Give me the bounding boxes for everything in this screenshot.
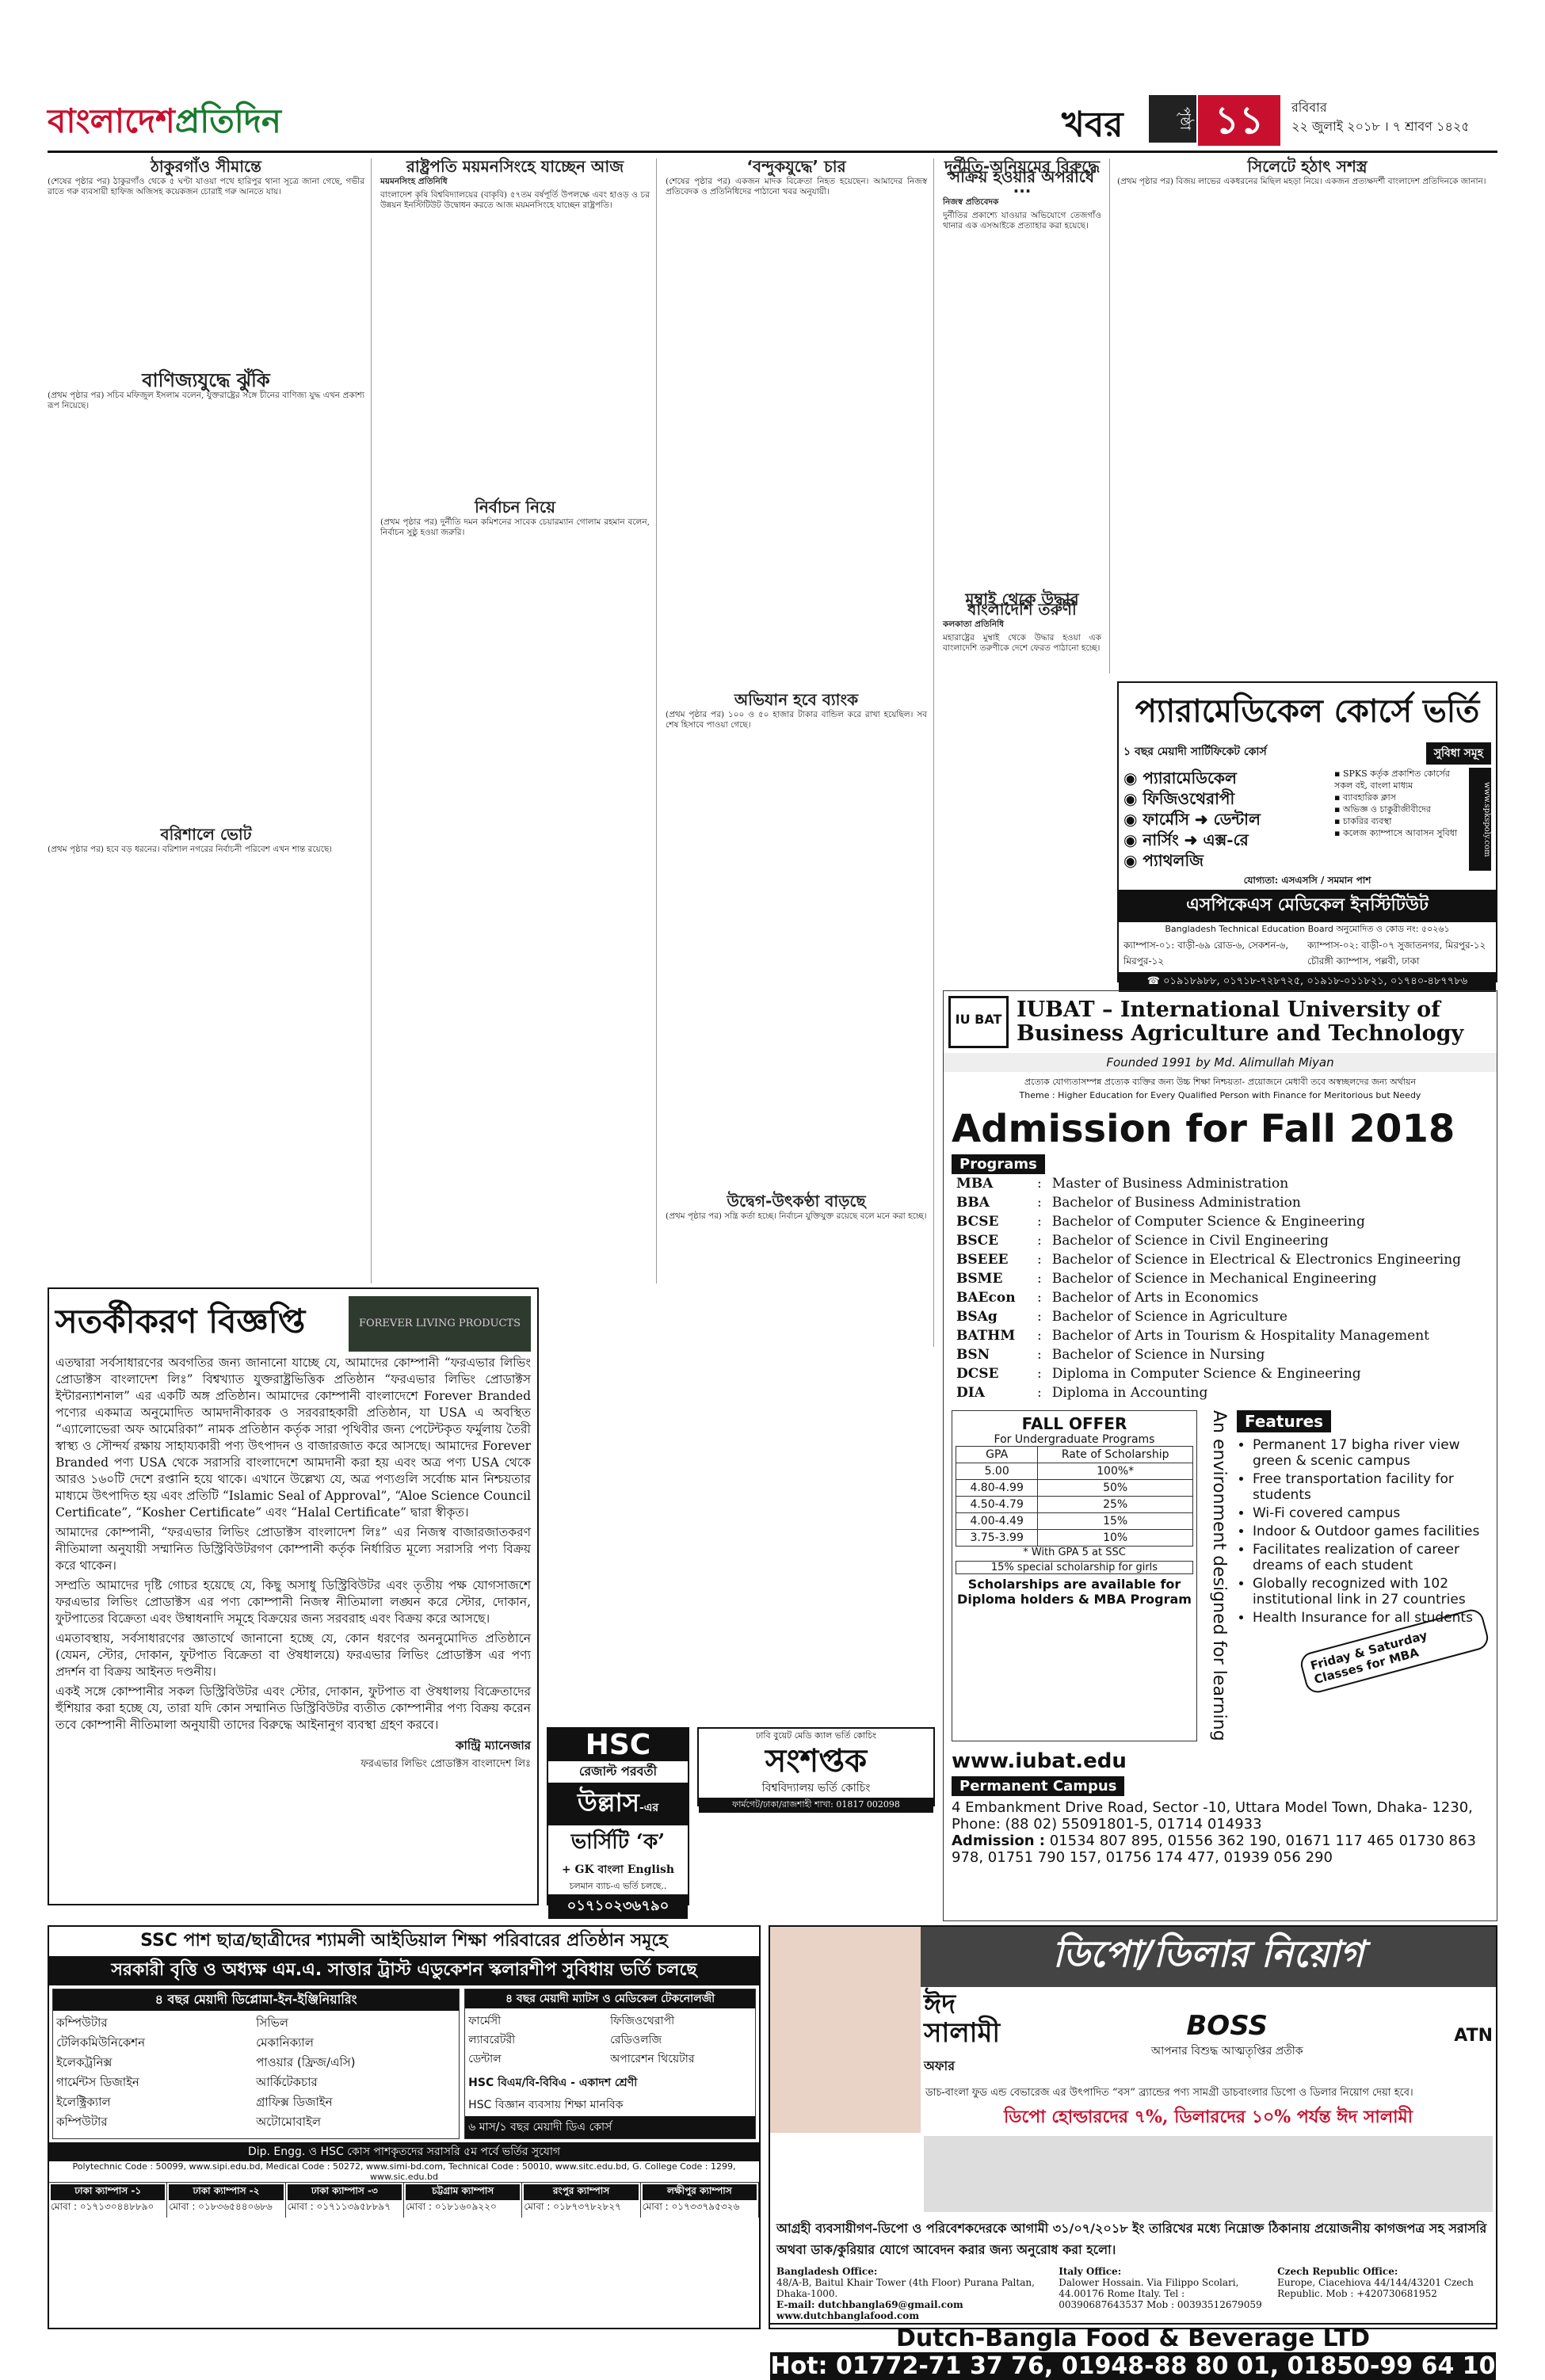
- program-row: [952, 1383, 1489, 1402]
- dutch-website[interactable]: www.dutchbanglafood.com: [776, 2310, 920, 2321]
- program-code: BSME: [956, 1271, 1003, 1287]
- byline: নিজস্ব প্রতিবেদক: [943, 197, 999, 207]
- feature-item: • Globally recognized with 102 institutional link in 27 countries: [1253, 1576, 1489, 1608]
- gpa-note: * With GPA 5 at SSC: [1023, 1547, 1126, 1558]
- column-3: [666, 158, 927, 1743]
- campus-cell: [522, 2183, 640, 2218]
- program-code: BSAg: [956, 1309, 998, 1325]
- notice-title: সতর্কীকরণ বিজ্ঞপ্তি: [55, 1302, 306, 1341]
- salami-label: সালামী: [924, 2017, 1001, 2049]
- program-code: BCSE: [956, 1214, 999, 1230]
- atn-logo: ATN: [1454, 2025, 1493, 2046]
- hsc-phone[interactable]: ০১৭১০২৩৬৭৯০: [548, 1894, 688, 1919]
- headline[interactable]: মুম্বাই থেকে উদ্ধার বাংলাদেশি তরুণী: [965, 589, 1079, 619]
- benefit-label: SPKS কর্তৃক প্রকাশিত কোর্সের সকল বই, বাংলা মাধ্যম: [1334, 769, 1450, 791]
- column-divider: [656, 158, 657, 1283]
- paramedical-phones: ☎ ০১৯১৮৯৮৮, ০১৭১৮-৭২৮৭২৫, ০১৯১৮-০১১৮২১, ০১৭৪০-৪৮৭৭৮৬: [1119, 972, 1496, 992]
- campus-name: ঢাকা ক্যাম্পাস -৩: [288, 2184, 402, 2200]
- article-body-space: [48, 214, 364, 372]
- medical-item: ল্যাবরেটরী: [468, 2034, 516, 2046]
- gpa-row: [956, 1530, 1193, 1547]
- diploma-item: ইলেক্ট্রিক্যাল: [56, 2095, 111, 2109]
- paramedical-campuses: [1119, 937, 1496, 972]
- hsc-ad[interactable]: [547, 1727, 689, 1914]
- column-1: [48, 158, 364, 1363]
- article-lead: বাংলাদেশ কৃষি বিশ্ববিদ্যালয়ের (বাকৃবি) ৫৭তম বর্ষপূর্তি উপলক্ষে এবং হাওড় ও চর উন্নয়ন ইনস্টিটিউট উদ্বোধন করতে আজ ময়মনসিংহে যাচ্ছেন রাষ্ট্রপতি।: [380, 190, 650, 210]
- program-row: [952, 1326, 1489, 1345]
- girl-photo: [770, 1927, 921, 2133]
- article-body: [48, 200, 364, 211]
- ssc-headline-1: SSC পাশ ছাত্র/ছাত্রীদের শ্যামলী আইডিয়াল শিক্ষা পরিবারের প্রতিষ্ঠান সমূহে: [140, 1931, 668, 1951]
- program-row: [952, 1193, 1489, 1212]
- songshoptok-tag: ঢাবি বুয়েট মেডি ক্যাল ভর্তি কোচিং: [755, 1730, 877, 1741]
- program-row: [952, 1250, 1489, 1269]
- newspaper-logo[interactable]: [48, 95, 281, 151]
- paramedical-institute: এসপিকেএস মেডিকেল ইনস্টিটিউট: [1119, 890, 1496, 922]
- gpa-range: 3.75-3.99: [956, 1530, 1038, 1547]
- songshoptok-sub: বিশ্ববিদ্যালয় ভর্তি কোচিং: [761, 1782, 871, 1795]
- admission-phones-label: Admission :: [952, 1832, 1045, 1849]
- boss-brand: [1000, 2010, 1454, 2061]
- gpa-range: 5.00: [956, 1463, 1038, 1480]
- article-lead: (প্রথম পৃষ্ঠার পর) দুর্নীতি দমন কমিশনের সাবেক চেয়ারম্যান গোলাম রহমান বলেন, নির্বাচন সুষ্ঠু হওয়া জরুরি।: [380, 517, 650, 537]
- features-box: [1237, 1410, 1489, 1741]
- course-item: ◉ প্যাথলজি: [1123, 851, 1204, 870]
- medical-item: ফিজিওথেরাপী: [610, 2015, 675, 2027]
- program-colon: :: [1037, 1290, 1042, 1306]
- article-lead: (প্রথম পৃষ্ঠার পর) সন্ত্রি কর্তা হচ্ছে। নির্বাচন যুক্তিযুক্ত রয়েছে বলে মনে করা হচ্ছে।: [666, 1211, 927, 1221]
- eid-salami: [924, 1990, 1000, 2081]
- campus-title: Permanent Campus: [952, 1776, 1124, 1796]
- medical-item: অপারেশন থিয়েটার: [610, 2053, 695, 2065]
- article-body-space: [666, 734, 927, 1193]
- program-name: Diploma in Accounting: [1051, 1385, 1208, 1401]
- ssc-admission-ad[interactable]: [48, 1925, 761, 2329]
- campus-name: লক্ষীপুর ক্যাম্পাস: [643, 2184, 757, 2200]
- benefit-item: ▪ অভিজ্ঞ ও চাকুরীজীবীদের: [1334, 804, 1431, 814]
- column-divider: [371, 158, 372, 1283]
- hsc-result: রেজাল্ট পরবর্তী: [578, 1764, 658, 1779]
- program-name: Bachelor of Arts in Tourism & Hospitality Management: [1051, 1328, 1430, 1344]
- course-item: ◉ ফিজিওথেরাপী: [1123, 789, 1235, 808]
- feature-item: • Free transportation facility for students: [1253, 1471, 1489, 1503]
- paramedical-ad[interactable]: [1117, 681, 1497, 987]
- benefit-item: ▪ SPKS কর্তৃক প্রকাশিত কোর্সের সকল বই, বাংলা মাধ্যম: [1334, 769, 1450, 791]
- czech-office-address: Europe, Ciacehiova 44/144/43201 Czech Republic. Mob : +420730681952: [1277, 2277, 1474, 2299]
- product-lineup: [924, 2136, 1493, 2212]
- iubat-campus: [944, 1773, 1497, 1869]
- dutch-top: [770, 1927, 1496, 2215]
- bd-office: [776, 2266, 1052, 2321]
- column-divider: [1109, 158, 1110, 673]
- bd-office-address: 48/A-B, Baitul Khair Tower (4th Floor) Purana Paltan, Dhaka-1000.: [776, 2277, 1035, 2299]
- campus-cell: [641, 2183, 759, 2218]
- boss-logo: BOSS: [1186, 2010, 1268, 2042]
- course-item: ◉ ফার্মেসি ➜ ডেন্টাল: [1123, 810, 1261, 829]
- gpa-row: [956, 1513, 1193, 1530]
- campus-1: ক্যাম্পাস-০১: বাড়ী-৬৯ রোড-৬, সেকশন-৬, মিরপুর-১২: [1123, 940, 1289, 967]
- diploma-item: কম্পিউটার: [56, 2115, 108, 2129]
- ssc-codes: Polytechnic Code : 50099, www.sipi.edu.bd, Medical Code : 50272, www.simi-bd.com, Technical Code : 50010, www.sitc.edu.bd, G. College Code : 1299, www.sic.edu.bd: [49, 2161, 759, 2183]
- iubat-admission: Admission for Fall 2018: [952, 1107, 1455, 1151]
- notice-signatory-org: ফরএভার লিভিং প্রোডাক্টস বাংলাদেশ লিঃ: [360, 1758, 531, 1770]
- iubat-lower: [944, 1402, 1497, 1749]
- paramedical-duration: ১ বছর মেয়াদী সার্টিফিকেট কোর্স: [1123, 746, 1267, 758]
- masthead-rule: [48, 151, 1497, 153]
- gpa-table: [956, 1446, 1193, 1547]
- program-name: Master of Business Administration: [1051, 1176, 1289, 1192]
- course-label: ফার্মেসি ➜ ডেন্টাল: [1143, 810, 1261, 829]
- czech-office: [1277, 2266, 1490, 2321]
- admission-phones: 01534 807 895, 01556 362 190, 01671 117 465 01730 863 978, 01751 790 157, 01756 174 477, 01939 056 290: [952, 1832, 1476, 1866]
- warning-notice-ad[interactable]: [48, 1287, 539, 1905]
- paramedical-side-strip: www.spkspoly.com: [1469, 768, 1491, 871]
- course-label: প্যারামেডিকেল: [1143, 769, 1237, 788]
- program-code: MBA: [956, 1176, 994, 1192]
- dateline: [1291, 98, 1470, 136]
- program-name: Bachelor of Computer Science & Engineering: [1051, 1214, 1365, 1230]
- campus-phone[interactable]: মোবা : ০১৮৩৬৫৪৪০৬৮৬: [169, 2201, 273, 2212]
- notice-paragraph: আমাদের কোম্পানী, “ফরএভার লিভিং প্রোডাক্টস বাংলাদেশ লিঃ” এর নিজস্ব বাজারজাতকরণ নীতিমালা অনুযায়ী সম্মানিত ডিস্ট্রিবিউটরগণ কোম্পানী কর্তৃক নির্ধারিত মূল্যে সরাসরি পণ্য বিক্রয় করে থাকেন।: [55, 1525, 531, 1573]
- benefit-item: ▪ কলেজ ক্যাম্পাসে আবাসন সুবিধা: [1334, 828, 1458, 838]
- headline[interactable]: ঠাকুরগাঁও সীমান্তে: [151, 157, 261, 176]
- diploma-note: Scholarships are available for Diploma holders & MBA Program: [957, 1577, 1192, 1607]
- hsc-title: HSC: [548, 1729, 688, 1761]
- article-lead: (প্রথম পৃষ্ঠার পর) সচিব মফিজুল ইসলাম বলেন, যুক্তরাষ্ট্রের সঙ্গে চীনের বাণিজ্য যুদ্ধ এখন প্রকাশ্য রূপ নিয়েছে।: [48, 391, 364, 410]
- notice-paragraph: এতদ্বারা সর্বসাধারণের অবগতির জন্য জানানো যাচ্ছে যে, আমাদের কোম্পানী “ফরএভার লিভিং প্রোডাক্টস বাংলাদেশ লিঃ” বিশ্বখ্যাত যুক্তরাষ্ট্রভিত্তিক প্রতিষ্ঠান “ফরএভার লিভিং প্রোডাক্টস ইন্টারন্যাশনাল” এর একটি অঙ্গ প্রতিষ্ঠান। আমাদের কোম্পানী বাংলাদেশে Forever Branded পণ্যের একমাত্র অনুমোদিত আমদানীকারক ও সরবরাহকারী প্রতিষ্ঠান, যা USA এ অবস্থিত “এ্যালোভেরা অফ আমেরিকা” নামক প্রতিষ্ঠান কর্তৃক সারা পৃথিবীর জন্য পেটেন্টকৃত ফর্মুলায় তৈরী স্বাস্থ্য ও সৌন্দর্য রক্ষায় সাহায্যকারী পণ্য উৎপাদন ও বাজারজাত করে আসছে। আমাদের Forever Branded পণ্য USA থেকে সরাসরি বাংলাদেশে আমদানী করা হয় এবং অত্র পণ্য USA থেকে আরও ১৬০টি দেশে রপ্তানি হয়ে থাকে। এখানে উল্লেখ্য যে, অত্র পণ্যগুলি সর্বোচ্চ মান নিশ্চয়তার মাধ্যমে উৎপাদিত হয় এবং প্রতিটি “Islamic Seal of Approval”, “Aloe Science Council Certificate”, “Kosher Certificate” এবং “Halal Certificate” দ্বারা স্বীকৃত।: [55, 1356, 531, 1520]
- section-title: খবর: [1062, 105, 1123, 145]
- campus-cell: [404, 2183, 522, 2218]
- campus-phone[interactable]: মোবা : ০১৮৭৩৭৮২৮২৭: [524, 2201, 621, 2212]
- medical-title: ৪ বছর মেয়াদী ম্যাটস ও মেডিকেল টেকনোলজী: [465, 1989, 755, 2008]
- scholarship-rate: 10%: [1038, 1530, 1193, 1547]
- gpa-row: [956, 1480, 1193, 1497]
- paramedical-benefits-title: সুবিধা সমূহ: [1426, 742, 1491, 765]
- features-title: Features: [1237, 1410, 1331, 1432]
- course-label: ফিজিওথেরাপী: [1143, 789, 1235, 808]
- medical-item: রেডিওলজি: [610, 2034, 662, 2046]
- program-row: [952, 1288, 1489, 1307]
- paramedical-eligibility: যোগ্যতা: এসএসসি / সমমান পাশ: [1243, 875, 1371, 886]
- diploma-item: পাওয়ার (ফ্রিজ/এসি): [256, 2055, 356, 2069]
- column-divider: [933, 158, 934, 1347]
- program-colon: :: [1037, 1309, 1042, 1325]
- program-code: DIA: [956, 1385, 985, 1401]
- hsc-ullas: উল্লাস: [577, 1787, 639, 1817]
- iubat-ad[interactable]: [943, 990, 1497, 1921]
- diploma-item: অটোমোবাইল: [256, 2115, 322, 2129]
- programs-table: [952, 1174, 1489, 1402]
- column-2: [380, 158, 650, 1283]
- program-code: BBA: [956, 1195, 990, 1211]
- dutch-depo-offer: ডিপো হোল্ডারদের ৭%, ডিলারদের ১০% পর্যন্ত ঈদ সালামী: [1003, 2107, 1413, 2127]
- gpa-row: [956, 1497, 1193, 1513]
- paramedical-body: [1119, 765, 1496, 874]
- diploma-item: টেলিকমিউনিকেশন: [56, 2035, 146, 2050]
- program-row: [952, 1231, 1489, 1250]
- program-row: [952, 1174, 1489, 1193]
- songshoptok-ad[interactable]: [697, 1727, 935, 1810]
- scholarship-rate: 50%: [1038, 1480, 1193, 1497]
- italy-office: [1059, 2266, 1271, 2321]
- campus-phone[interactable]: মোবা : ০১৭১১৩৯৫৮৮৯৭: [287, 2201, 391, 2212]
- program-code: BSN: [956, 1347, 990, 1363]
- article-lead: (শেষের পৃষ্ঠার পর) একজন মাদক বিক্রেতা নিহত হয়েছেন। আমাদের নিজস্ব প্রতিবেদক ও প্রতিনিধিদের পাঠানো খবর অনুযায়ী।: [666, 177, 927, 196]
- notice-signatory: কান্ট্রি ম্যানেজার: [456, 1738, 531, 1753]
- notice-paragraph: এমতাবস্থায়, সর্বসাধারণের জ্ঞাতার্থে জানানো হচ্ছে যে, কোন ধরণের অননুমোদিত প্রতিষ্ঠানে (যেমন, স্টোর, দোকান, ফুটপাত বিক্রেতা বা ঔষধালয়ে) ফরএভার লিভিং প্রোডাক্টস এর পণ্য প্রদর্শন বা বিক্রয় আইনত দণ্ডনীয়।: [55, 1631, 531, 1679]
- headline[interactable]: অভিযান হবে ব্যাংক: [734, 690, 859, 709]
- italy-office-address: Dalower Hossain. Via Filippo Scolari, 44.00176 Rome Italy. Tel : 00390687643537 Mob : 00393512679059: [1059, 2277, 1262, 2310]
- iubat-website[interactable]: www.iubat.edu: [952, 1749, 1127, 1773]
- campus-2: ক্যাম্পাস-০২: বাড়ী-০৭ সুজাতনগর, মিরপুর-১২ চৌরঙ্গী ক্যাম্পাস, পল্লবী, ঢাকা: [1307, 940, 1486, 967]
- medical-list: [465, 2008, 755, 2072]
- program-colon: :: [1037, 1252, 1042, 1268]
- program-name: Bachelor of Business Administration: [1051, 1195, 1301, 1211]
- notice-body: [55, 1355, 531, 1734]
- czech-office-title: Czech Republic Office:: [1277, 2266, 1398, 2277]
- campus-phone[interactable]: মোবা : ০১৭৩৩৭৯৫৩২৬: [642, 2201, 740, 2212]
- headline[interactable]: বরিশালে ভোট: [160, 825, 252, 844]
- ssc-hsc-line: HSC বিএম/বি-বিবিএ - একাদশ শ্রেণী: [468, 2077, 638, 2089]
- benefit-item: ▪ ব্যাবহারিক ক্লাস: [1334, 792, 1397, 803]
- gpa-range: 4.50-4.79: [956, 1497, 1038, 1513]
- program-colon: :: [1037, 1195, 1042, 1211]
- article-lead: (প্রথম পৃষ্ঠার পর) ১০০ ও ৫০ হাজার টাকার বান্ডিল করে রাখা হয়েছিল। সব শেষ হিসাবে পাওয়া গেছে।: [666, 710, 927, 730]
- paramedical-board: Bangladesh Technical Education Board অনুমোদিত ও কোড নং: ৫০২৬১: [1165, 924, 1450, 934]
- scholarship-rate: 100%*: [1038, 1463, 1193, 1480]
- program-row: [952, 1212, 1489, 1231]
- column-4: [943, 158, 1101, 951]
- paramedical-benefit-list: [1334, 768, 1469, 871]
- dutch-company: Dutch-Bangla Food & Beverage LTD: [770, 2323, 1496, 2352]
- rate-header: Rate of Scholarship: [1038, 1447, 1193, 1463]
- diploma-item: আর্কিটেকচার: [256, 2075, 318, 2089]
- campus-address: 4 Embankment Drive Road, Sector -10, Uttara Model Town, Dhaka- 1230, Phone: (88 02) 55091801-5, 01714 014933: [952, 1798, 1473, 1833]
- program-colon: :: [1037, 1385, 1042, 1401]
- masthead: [48, 95, 1497, 151]
- diploma-item: ইলেকট্রনিক্স: [56, 2055, 113, 2069]
- medical-item: ফার্মেসী: [468, 2015, 502, 2027]
- dutch-bangla-ad[interactable]: [769, 1925, 1497, 2380]
- ssc-kg-line: ৬ মাস/১ বছর মেয়াদী ডিএ কোর্স: [465, 2116, 755, 2138]
- benefit-label: কলেজ ক্যাম্পাসে আবাসন সুবিধা: [1342, 828, 1458, 838]
- program-row: [952, 1307, 1489, 1326]
- headline[interactable]: নির্বাচন নিয়ে: [475, 498, 555, 517]
- campus-phone[interactable]: মোবা : ০১৭১৩০৪৪৮৮৯০: [51, 2201, 154, 2212]
- program-name: Bachelor of Science in Agriculture: [1051, 1309, 1288, 1325]
- friday-badge: Friday & Saturday Classes for MBA: [1298, 1607, 1490, 1695]
- program-name: Bachelor of Science in Civil Engineering: [1051, 1233, 1329, 1249]
- fall-offer-title: FALL OFFER: [1021, 1414, 1127, 1433]
- gpa-header: GPA: [956, 1447, 1038, 1463]
- feature-item: • Wi-Fi covered campus: [1253, 1505, 1489, 1521]
- headline[interactable]: দুর্নীতি-অনিয়মের বিরুদ্ধে সক্রিয় হওয়ার অপরাধে ...: [944, 157, 1100, 196]
- ssc-headline-2: সরকারী বৃত্তি ও অধ্যক্ষ এম.এ. সাত্তার ট্রাস্ট এডুকেশন স্কলারশীপ সুবিধায় ভর্তি চলছে: [49, 1956, 759, 1985]
- course-label: নার্সিং ➜ এক্স-রে: [1143, 830, 1249, 849]
- headline[interactable]: উদ্বেগ-উৎকণ্ঠা বাড়ছে: [727, 1192, 866, 1211]
- hsc-er: -এর: [639, 1802, 659, 1814]
- byline: ময়মনসিংহ প্রতিনিধি: [380, 177, 448, 186]
- diploma-box: [52, 1989, 460, 2139]
- article-body-space: [380, 214, 650, 499]
- medical-item: ডেন্টাল: [468, 2053, 502, 2065]
- article-lead: দুর্নীতির প্রকাশ্যে যাওয়ার অভিযোগে তেজগাঁও থানার এক এসআইকে প্রত্যাহার করা হয়েছে।: [943, 211, 1101, 231]
- hsc-varsity: ভার্সিটি ‘ক’: [570, 1830, 666, 1854]
- gpa-row: [956, 1463, 1193, 1480]
- feature-item: • Facilitates realization of career dreams of each student: [1253, 1542, 1489, 1573]
- ssc-campus-grid: [49, 2183, 759, 2218]
- day-label: রবিবার: [1291, 100, 1327, 115]
- hsc-gk: + GK বাংলা English: [561, 1863, 675, 1876]
- fall-offer-subtitle: For Undergraduate Programs: [994, 1433, 1155, 1446]
- dutch-brand-row: [921, 1987, 1496, 2084]
- iubat-name: IUBAT – International University of Business Agriculture and Technology: [1017, 997, 1464, 1046]
- offer-label: অফার: [924, 2058, 955, 2073]
- scholarship-rate: 15%: [1038, 1513, 1193, 1530]
- benefit-label: অভিজ্ঞ ও চাকুরীজীবীদের: [1342, 804, 1431, 814]
- dutch-email[interactable]: E-mail: dutchbangla69@gmail.com: [776, 2299, 963, 2310]
- iubat-theme-bn: প্রত্যেক যোগ্যতাসম্পন্ন প্রত্যেক ব্যক্তির জন্য উচ্চ শিক্ষা নিশ্চয়তা- প্রয়োজনে মেধাবী তবে অস্বচ্ছলদের জন্য অর্থায়ন: [1024, 1077, 1417, 1087]
- headline[interactable]: বাণিজ্যযুদ্ধে ঝুঁকি: [142, 369, 270, 391]
- dutch-offices: [770, 2264, 1496, 2323]
- iubat-founded: Founded 1991 by Md. Alimullah Miyan: [944, 1053, 1497, 1072]
- eid-label: ঈদ: [924, 1989, 956, 2020]
- program-code: BAEcon: [956, 1290, 1016, 1306]
- iubat-header: [944, 991, 1497, 1053]
- page-label: পৃষ্ঠা: [1149, 95, 1196, 143]
- diploma-list: [53, 2011, 459, 2136]
- gpa-range: 4.00-4.49: [956, 1513, 1038, 1530]
- program-code: DCSE: [956, 1366, 999, 1382]
- feature-item: • Indoor & Outdoor games facilities: [1253, 1524, 1489, 1539]
- dutch-top-right: [921, 1927, 1496, 2215]
- program-name: Bachelor of Science in Mechanical Engineering: [1051, 1271, 1377, 1287]
- diploma-item: গ্রাফিক্স ডিজাইন: [256, 2095, 333, 2109]
- hsc-batch: চলমান ব্যাচ-এ ভর্তি চলছে..: [569, 1881, 667, 1891]
- diploma-item: মেকানিক্যাল: [256, 2035, 314, 2050]
- campus-cell: [49, 2183, 167, 2218]
- program-colon: :: [1037, 1328, 1042, 1344]
- headline[interactable]: ‘বন্দুকযুদ্ধে’ চার: [746, 157, 846, 176]
- article-lead: (প্রথম পৃষ্ঠার পর) বিজয় লাভের একধরনের মিছিল মহড়া নিয়ে। একজন প্রত্যক্ষদর্শী বাংলাদেশ প্রতিদিনকে জানান।: [1117, 177, 1486, 186]
- campus-name: রংপুর ক্যাম্পাস: [524, 2184, 638, 2200]
- program-code: BATHM: [956, 1328, 1016, 1344]
- program-colon: :: [1037, 1233, 1042, 1249]
- benefit-item: ▪ চাকরির ব্যবস্থা: [1334, 816, 1392, 826]
- benefit-label: ব্যাবহারিক ক্লাস: [1342, 792, 1397, 803]
- headline[interactable]: সিলেটে হঠাৎ সশস্ত্র: [1247, 157, 1368, 176]
- programs-title: Programs: [952, 1154, 1045, 1174]
- features-list: [1237, 1437, 1489, 1626]
- campus-name: চট্টগ্রাম ক্যাম্পাস: [406, 2184, 520, 2200]
- program-name: Diploma in Computer Science & Engineering: [1051, 1366, 1361, 1382]
- diploma-item: সিভিল: [256, 2016, 288, 2030]
- program-name: Bachelor of Science in Nursing: [1051, 1347, 1265, 1363]
- italy-office-title: Italy Office:: [1059, 2266, 1122, 2277]
- notice-paragraph: একই সঙ্গে কোম্পানীর সকল ডিস্ট্রিবিউটর এবং স্টোর, দোকান, ফুটপাত বা ঔষধালয় বিক্রেতাদের হুঁশিয়ার করা হচ্ছে যে, তারা যদি কোন সম্মানিত ডিস্ট্রিবিউটর ব্যতীত কোম্পানীর পণ্য বিক্রয় করেন তবে কোম্পানী নীতিমালা অনুযায়ী তাদের বিরুদ্ধে আইনানুগ ব্যবস্থা গ্রহণ করবে।: [55, 1684, 531, 1732]
- notice-paragraph: সম্প্রতি আমাদের দৃষ্টি গোচর হয়েছে যে, কিছু অসাধু ডিস্ট্রিবিউটর এবং তৃতীয় পক্ষ যোগসাজশে ফরএভার লিভিং প্রোডাক্টস এর পণ্য কোম্পানী নিজস্ব নীতিমালা লঙ্ঘন করে স্টোর, দোকান, ফুটপাতের বিক্রেতা এবং উম্বাধনাদি সমূহে বিক্রয়ের জন্য সরবরাহ এবং বিক্রয় করে আসছে।: [55, 1578, 531, 1626]
- column-5: [1117, 158, 1497, 673]
- ssc-bottom-line: Dip. Engg. ও HSC কোস পাশকৃতদের সরাসরি ৫ম পর্বে ভর্তির সুযোগ: [49, 2142, 759, 2161]
- program-colon: :: [1037, 1176, 1042, 1192]
- program-row: [952, 1269, 1489, 1288]
- program-colon: :: [1037, 1271, 1042, 1287]
- course-item: ◉ প্যারামেডিকেল: [1123, 769, 1237, 788]
- ssc-hsc-line-2: HSC বিজ্ঞান ব্যবসায় শিক্ষা মানবিক: [468, 2099, 624, 2111]
- campus-name: ঢাকা ক্যাম্পাস -২: [169, 2184, 283, 2200]
- program-colon: :: [1037, 1366, 1042, 1382]
- iubat-programs: [944, 1154, 1497, 1402]
- course-label: প্যাথলজি: [1143, 851, 1204, 870]
- scholarship-rate: 25%: [1038, 1497, 1193, 1513]
- article-lead: (শেষের পৃষ্ঠার পর) ঠাকুরগাঁও থেকে ৫ ঘণ্টা যাওয়া পথে হারিপুর থানা সূত্রে জানা গেছে, গভীর রাতে গরু ব্যবসায়ী হাফিজ অজিসহ কয়েকজন চোরাই গরু আনতে যায়।: [48, 177, 364, 196]
- program-name: Bachelor of Arts in Economics: [1051, 1290, 1259, 1306]
- fall-offer-box: [952, 1410, 1197, 1741]
- paramedical-course-list: [1123, 768, 1334, 871]
- diploma-item: গার্মেন্টস ডিজাইন: [56, 2075, 139, 2089]
- diploma-item: কম্পিউটার: [56, 2016, 108, 2030]
- article-lead: মহারাষ্ট্রের মুম্বাই থেকে উদ্ধার হওয়া এক বাংলাদেশি তরুণীকে দেশে ফেরত পাঠানো হচ্ছে।: [943, 633, 1101, 653]
- boss-tagline: আপনার বিশুদ্ধ আত্মতৃপ্তির প্রতীক: [1150, 2045, 1303, 2058]
- campus-cell: [167, 2183, 285, 2218]
- page-number: ১১: [1198, 95, 1280, 146]
- iubat-logo: IU BAT: [948, 996, 1009, 1048]
- dutch-headline: ডিপো/ডিলার নিয়োগ: [921, 1927, 1496, 1987]
- benefit-label: চাকরির ব্যবস্থা: [1342, 816, 1392, 826]
- article-body-space: [666, 200, 927, 692]
- headline[interactable]: রাষ্ট্রপতি ময়মনসিংহে যাচ্ছেন আজ: [406, 157, 624, 176]
- feature-item: • Health Insurance for all students: [1253, 1610, 1489, 1626]
- forever-living-photo: FOREVER LIVING PRODUCTS: [349, 1296, 531, 1352]
- logo-main-text: বাংলাদেশ: [48, 101, 175, 140]
- iubat-vertical-tagline: An environment designed for learning: [1209, 1410, 1229, 1741]
- date-label: ২২ জুলাই ২০১৮ । ৭ শ্রাবণ ১৪২৫: [1291, 119, 1470, 134]
- course-item: ◉ নার্সিং ➜ এক্স-রে: [1123, 830, 1249, 849]
- program-code: BSCE: [956, 1233, 999, 1249]
- paramedical-title: প্যারামেডিকেল কোর্সে ভর্তি: [1119, 683, 1496, 742]
- paramedical-subhead: [1119, 742, 1496, 765]
- byline: কলকাতা প্রতিনিধি: [943, 620, 1005, 629]
- logo-sub-text: প্রতিদিন: [174, 101, 281, 140]
- dutch-hotline[interactable]: Hot: 01772-71 37 76, 01948-88 80 01, 01850-99 64 10: [770, 2352, 1496, 2380]
- campus-phone[interactable]: মোবা : ০১৮১৬০৯২২০: [405, 2201, 497, 2212]
- diploma-title: ৪ বছর মেয়াদী ডিপ্লোমা-ইন-ইঞ্জিনিয়ারিং: [53, 1989, 459, 2011]
- songshoptok-name: সংশপ্তক: [765, 1742, 868, 1779]
- program-row: [952, 1345, 1489, 1364]
- article-body-space: [48, 414, 364, 826]
- campus-cell: [286, 2183, 404, 2218]
- campus-name: ঢাকা ক্যাম্পাস -১: [51, 2184, 165, 2200]
- program-name: Bachelor of Science in Electrical & Electronics Engineering: [1051, 1252, 1462, 1268]
- article-lead: (প্রথম পৃষ্ঠার পর) হবে বড় ধরনের। বরিশাল নগরের নির্বাচনী পরিবেশ এখন শান্ত রয়েছে।: [48, 845, 333, 854]
- bd-office-title: Bangladesh Office:: [776, 2266, 878, 2277]
- program-code: BSEEE: [956, 1252, 1009, 1268]
- songshoptok-branch: ফার্মগেট/ঢাকা/রাজশাহী শাখা: 01817 002098: [699, 1798, 933, 1813]
- feature-item: • Permanent 17 bigha river view green & scenic campus: [1253, 1437, 1489, 1469]
- ssc-body: [49, 1985, 759, 2142]
- iubat-theme-en: Theme : Higher Education for Every Qualified Person with Finance for Meritorious but Needy: [1019, 1090, 1421, 1100]
- program-row: [952, 1364, 1489, 1383]
- program-colon: :: [1037, 1347, 1042, 1363]
- dutch-apply: আগ্রহী ব্যবসায়ীগণ-ডিপো ও পরিবেশকদেরকে আগামী ৩১/০৭/২০১৮ ইং তারিখের মধ্যে নিম্নোক্ত ঠিকানায় প্রয়োজনীয় কাগজপত্র সহ সরাসরি অথবা ডাক/কুরিয়ার যোগে আবেদন করার জন্য অনুরোধ করা হলো।: [776, 2221, 1487, 2257]
- medical-box: [464, 1989, 756, 2139]
- dutch-description: ডাচ-বাংলা ফুড এন্ড বেভারেজ এর উৎপাদিত “বস” ব্র্যান্ডের পণ্য সামগ্রী ডাচবাংলার ডিপো ও ডিলার নিয়োগ দেয়া হবে।: [925, 2087, 1413, 2099]
- gpa-range: 4.80-4.99: [956, 1480, 1038, 1497]
- girls-scholarship: 15% special scholarship for girls: [956, 1561, 1193, 1574]
- program-colon: :: [1037, 1214, 1042, 1230]
- article-body-space: [943, 235, 1101, 591]
